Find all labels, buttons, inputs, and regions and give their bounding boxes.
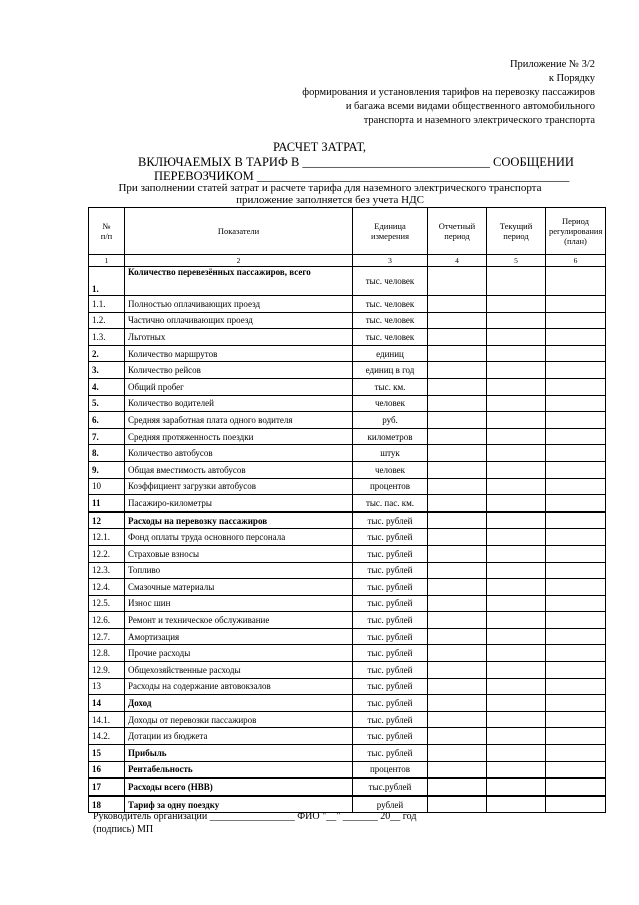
table-row [89, 445, 606, 462]
row-plan-value[interactable] [546, 778, 606, 796]
row-unit: человек [353, 461, 428, 478]
header-plan-label: Период регулирования (план) [549, 216, 603, 246]
row-current-value[interactable] [487, 778, 546, 796]
row-number: 5. [89, 395, 125, 412]
row-reported-value[interactable] [428, 595, 487, 612]
row-reported-value[interactable] [428, 662, 487, 679]
table-row [89, 345, 606, 362]
table-row [89, 745, 606, 762]
table-row [89, 412, 606, 429]
row-plan-value[interactable] [546, 796, 606, 813]
row-current-value[interactable] [487, 761, 546, 778]
row-reported-value[interactable] [428, 395, 487, 412]
row-plan-value[interactable] [546, 562, 606, 579]
row-reported-value[interactable] [428, 267, 487, 296]
row-unit: руб. [353, 412, 428, 429]
row-number: 18 [89, 796, 125, 813]
header-unit-label: Единица измерения [371, 221, 409, 241]
row-unit: тыс. рублей [353, 612, 428, 629]
row-reported-value[interactable] [428, 612, 487, 629]
table-row [89, 478, 606, 495]
row-current-value[interactable] [487, 362, 546, 379]
row-indicator: Количество рейсов [125, 362, 353, 379]
row-unit: тыс. рублей [353, 579, 428, 596]
header-indicator-label: Показатели [217, 226, 260, 236]
row-plan-value[interactable] [546, 529, 606, 546]
row-unit: тыс. рублей [353, 728, 428, 745]
row-indicator: Количество водителей [125, 395, 353, 412]
row-reported-value[interactable] [428, 428, 487, 445]
row-plan-value[interactable] [546, 745, 606, 762]
table-row [89, 395, 606, 412]
row-number: 11 [89, 495, 125, 512]
row-indicator: Коэффициент загрузки автобусов [125, 478, 353, 495]
row-plan-value[interactable] [546, 428, 606, 445]
col-number: 4 [428, 255, 487, 267]
row-current-value[interactable] [487, 796, 546, 813]
row-unit: тыс. рублей [353, 662, 428, 679]
row-plan-value[interactable] [546, 579, 606, 596]
row-number: 12.1. [89, 529, 125, 546]
table-row [89, 545, 606, 562]
row-reported-value[interactable] [428, 628, 487, 645]
table-row [89, 428, 606, 445]
header-num-label: № п/п [100, 221, 113, 241]
header-current-label: Текущий период [499, 221, 533, 241]
row-unit: человек [353, 395, 428, 412]
row-number: 1.3. [89, 329, 125, 346]
title-line-3: ПЕРЕВОЗЧИКОМ __________________________________________________ [154, 169, 570, 183]
header-reported [428, 208, 487, 255]
row-unit: тыс. пас. км. [353, 495, 428, 512]
row-indicator: Полностью оплачивающих проезд [125, 296, 353, 313]
row-current-value[interactable] [487, 445, 546, 462]
row-indicator: Льготных [125, 329, 353, 346]
row-current-value[interactable] [487, 628, 546, 645]
row-reported-value[interactable] [428, 478, 487, 495]
row-current-value[interactable] [487, 728, 546, 745]
row-unit: тыс. рублей [353, 678, 428, 695]
row-unit: тыс. рублей [353, 645, 428, 662]
appendix-line: транспорта и наземного электрического транспорта [363, 115, 595, 126]
row-unit: тыс. рублей [353, 545, 428, 562]
row-reported-value[interactable] [428, 579, 487, 596]
row-indicator: Ремонт и техническое обслуживание [125, 612, 353, 629]
row-current-value[interactable] [487, 529, 546, 546]
table-row [89, 612, 606, 629]
header-reported-label: Отчетный период [438, 221, 476, 241]
col-number: 6 [546, 255, 606, 267]
row-plan-value[interactable] [546, 395, 606, 412]
row-unit: единиц в год [353, 362, 428, 379]
row-unit: тыс. рублей [353, 745, 428, 762]
row-indicator: Количество перевезённых пассажиров, всего [125, 267, 353, 296]
col-number: 5 [487, 255, 546, 267]
row-number: 4. [89, 378, 125, 395]
row-indicator: Общехозяйственные расходы [125, 662, 353, 679]
row-reported-value[interactable] [428, 562, 487, 579]
appendix-line: Приложение № 3/2 [509, 59, 595, 70]
row-number: 12.7. [89, 628, 125, 645]
col-number: 1 [89, 255, 125, 267]
cost-calculation-table [88, 207, 606, 813]
row-reported-value[interactable] [428, 362, 487, 379]
row-plan-value[interactable] [546, 595, 606, 612]
row-unit: тыс. человек [353, 312, 428, 329]
row-reported-value[interactable] [428, 512, 487, 529]
row-unit: процентов [353, 761, 428, 778]
row-indicator: Количество автобусов [125, 445, 353, 462]
row-plan-value[interactable] [546, 445, 606, 462]
row-unit: единиц [353, 345, 428, 362]
row-plan-value[interactable] [546, 478, 606, 495]
header-plan [546, 208, 606, 255]
row-current-value[interactable] [487, 296, 546, 313]
table-header-row [89, 208, 606, 255]
row-plan-value[interactable] [546, 678, 606, 695]
row-current-value[interactable] [487, 745, 546, 762]
appendix-line: и багажа всеми видами общественного автомобильного [345, 101, 595, 112]
col-number: 3 [353, 255, 428, 267]
row-unit: тыс. рублей [353, 628, 428, 645]
row-indicator: Дотации из бюджета [125, 728, 353, 745]
row-number: 12.8. [89, 645, 125, 662]
row-current-value[interactable] [487, 662, 546, 679]
row-number: 12.6. [89, 612, 125, 629]
row-current-value[interactable] [487, 695, 546, 712]
row-current-value[interactable] [487, 478, 546, 495]
row-indicator: Доходы от перевозки пассажиров [125, 711, 353, 728]
row-indicator: Пасажиро-километры [125, 495, 353, 512]
row-reported-value[interactable] [428, 761, 487, 778]
row-number: 1.2. [89, 312, 125, 329]
row-plan-value[interactable] [546, 612, 606, 629]
row-reported-value[interactable] [428, 778, 487, 796]
row-reported-value[interactable] [428, 695, 487, 712]
row-unit: тыс. км. [353, 378, 428, 395]
note-line-1: При заполнении статей затрат и расчете тарифа для наземного электрического транспорта [118, 182, 542, 194]
row-indicator: Средняя заработная плата одного водителя [125, 412, 353, 429]
signature-caption: (подпись) МП [93, 824, 154, 835]
row-reported-value[interactable] [428, 461, 487, 478]
row-plan-value[interactable] [546, 345, 606, 362]
row-indicator: Общая вместимость автобусов [125, 461, 353, 478]
row-indicator: Износ шин [125, 595, 353, 612]
row-unit: тыс. рублей [353, 512, 428, 529]
row-plan-value[interactable] [546, 412, 606, 429]
row-reported-value[interactable] [428, 529, 487, 546]
row-current-value[interactable] [487, 267, 546, 296]
table-row [89, 711, 606, 728]
row-number: 15 [89, 745, 125, 762]
table-row [89, 628, 606, 645]
row-number: 2. [89, 345, 125, 362]
table-row [89, 362, 606, 379]
row-reported-value[interactable] [428, 345, 487, 362]
table-row [89, 678, 606, 695]
row-plan-value[interactable] [546, 761, 606, 778]
row-plan-value[interactable] [546, 628, 606, 645]
header-unit [353, 208, 428, 255]
row-current-value[interactable] [487, 678, 546, 695]
row-reported-value[interactable] [428, 796, 487, 813]
table-row [89, 529, 606, 546]
row-indicator: Частично оплачивающих проезд [125, 312, 353, 329]
row-reported-value[interactable] [428, 378, 487, 395]
row-number: 1. [89, 267, 125, 296]
row-number: 10 [89, 478, 125, 495]
row-number: 16 [89, 761, 125, 778]
row-reported-value[interactable] [428, 412, 487, 429]
title-line-2: ВКЛЮЧАЕМЫХ В ТАРИФ В ______________________________ СООБЩЕНИИ [138, 155, 574, 169]
row-indicator: Общий пробег [125, 378, 353, 395]
row-number: 1.1. [89, 296, 125, 313]
filling-note [80, 182, 580, 206]
row-number: 17 [89, 778, 125, 796]
row-number: 13 [89, 678, 125, 695]
row-reported-value[interactable] [428, 745, 487, 762]
row-number: 6. [89, 412, 125, 429]
table-row [89, 595, 606, 612]
row-number: 12.2. [89, 545, 125, 562]
row-indicator: Расходы на перевозку пассажиров [125, 512, 353, 529]
row-indicator: Рентабельность [125, 761, 353, 778]
row-reported-value[interactable] [428, 296, 487, 313]
row-unit: километров [353, 428, 428, 445]
row-current-value[interactable] [487, 329, 546, 346]
row-indicator: Количество маршрутов [125, 345, 353, 362]
row-plan-value[interactable] [546, 645, 606, 662]
row-unit: тыс. человек [353, 329, 428, 346]
row-unit: тыс. рублей [353, 711, 428, 728]
row-reported-value[interactable] [428, 678, 487, 695]
row-plan-value[interactable] [546, 512, 606, 529]
table-row [89, 512, 606, 529]
row-number: 12 [89, 512, 125, 529]
title-line-1: РАСЧЕТ ЗАТРАТ, [273, 140, 366, 154]
row-current-value[interactable] [487, 428, 546, 445]
row-plan-value[interactable] [546, 267, 606, 296]
table-row [89, 728, 606, 745]
row-unit: штук [353, 445, 428, 462]
row-plan-value[interactable] [546, 711, 606, 728]
row-number: 9. [89, 461, 125, 478]
row-reported-value[interactable] [428, 312, 487, 329]
table-row [89, 579, 606, 596]
row-plan-value[interactable] [546, 662, 606, 679]
signature-line: Руководитель организации _________________ ФИО "__" _______ 20__ год [93, 811, 417, 822]
row-current-value[interactable] [487, 711, 546, 728]
header-current [487, 208, 546, 255]
column-number-row [89, 255, 606, 267]
row-number: 7. [89, 428, 125, 445]
table-row [89, 267, 606, 296]
row-unit: тыс.рублей [353, 778, 428, 796]
table-row [89, 695, 606, 712]
table-row [89, 312, 606, 329]
row-unit: тыс. человек [353, 267, 428, 296]
row-plan-value[interactable] [546, 378, 606, 395]
row-number: 12.9. [89, 662, 125, 679]
row-indicator: Фонд оплаты труда основного персонала [125, 529, 353, 546]
row-unit: тыс. рублей [353, 595, 428, 612]
table-body [89, 267, 606, 813]
row-plan-value[interactable] [546, 495, 606, 512]
row-current-value[interactable] [487, 645, 546, 662]
row-current-value[interactable] [487, 545, 546, 562]
row-current-value[interactable] [487, 378, 546, 395]
row-plan-value[interactable] [546, 728, 606, 745]
row-plan-value[interactable] [546, 312, 606, 329]
table-row [89, 378, 606, 395]
row-current-value[interactable] [487, 579, 546, 596]
row-current-value[interactable] [487, 495, 546, 512]
signature-footer [93, 810, 416, 836]
row-unit: процентов [353, 478, 428, 495]
row-reported-value[interactable] [428, 445, 487, 462]
row-unit: рублей [353, 796, 428, 813]
row-indicator: Расходы на содержание автовокзалов [125, 678, 353, 695]
table-row [89, 645, 606, 662]
row-reported-value[interactable] [428, 711, 487, 728]
row-plan-value[interactable] [546, 545, 606, 562]
appendix-line: формирования и установления тарифов на перевозку пассажиров [302, 87, 595, 98]
row-unit: тыс. рублей [353, 695, 428, 712]
row-reported-value[interactable] [428, 645, 487, 662]
row-indicator: Расходы всего (НВВ) [125, 778, 353, 796]
row-current-value[interactable] [487, 345, 546, 362]
table-row [89, 562, 606, 579]
row-current-value[interactable] [487, 312, 546, 329]
note-line-2: приложение заполняется без учета НДС [236, 194, 424, 206]
row-reported-value[interactable] [428, 495, 487, 512]
row-number: 14.1. [89, 711, 125, 728]
row-indicator: Страховые взносы [125, 545, 353, 562]
row-reported-value[interactable] [428, 728, 487, 745]
row-indicator: Смазочные материалы [125, 579, 353, 596]
row-unit: тыс. человек [353, 296, 428, 313]
row-number: 14.2. [89, 728, 125, 745]
table-row [89, 495, 606, 512]
row-current-value[interactable] [487, 512, 546, 529]
col-number: 2 [125, 255, 353, 267]
row-indicator: Топливо [125, 562, 353, 579]
row-indicator: Тариф за одну поездку [125, 796, 353, 813]
row-reported-value[interactable] [428, 545, 487, 562]
row-indicator: Средняя протяженность поездки [125, 428, 353, 445]
table-row [89, 296, 606, 313]
row-indicator: Прочие расходы [125, 645, 353, 662]
row-unit: тыс. рублей [353, 562, 428, 579]
document-title [0, 140, 639, 154]
row-plan-value[interactable] [546, 329, 606, 346]
table-row [89, 662, 606, 679]
row-current-value[interactable] [487, 595, 546, 612]
row-current-value[interactable] [487, 461, 546, 478]
row-number: 12.5. [89, 595, 125, 612]
row-plan-value[interactable] [546, 296, 606, 313]
row-indicator: Амортизация [125, 628, 353, 645]
row-plan-value[interactable] [546, 695, 606, 712]
table-row [89, 778, 606, 796]
appendix-header [200, 58, 595, 128]
header-indicator [125, 208, 353, 255]
row-current-value[interactable] [487, 395, 546, 412]
row-indicator: Доход [125, 695, 353, 712]
header-num [89, 208, 125, 255]
row-number: 14 [89, 695, 125, 712]
row-plan-value[interactable] [546, 461, 606, 478]
row-unit: тыс. рублей [353, 529, 428, 546]
row-current-value[interactable] [487, 562, 546, 579]
row-reported-value[interactable] [428, 329, 487, 346]
row-number: 12.4. [89, 579, 125, 596]
row-indicator: Прибыль [125, 745, 353, 762]
row-number: 8. [89, 445, 125, 462]
table-row [89, 761, 606, 778]
row-current-value[interactable] [487, 412, 546, 429]
table-row [89, 329, 606, 346]
row-plan-value[interactable] [546, 362, 606, 379]
table-row [89, 461, 606, 478]
row-current-value[interactable] [487, 612, 546, 629]
row-number: 12.3. [89, 562, 125, 579]
appendix-line: к Порядку [548, 73, 595, 84]
row-number: 3. [89, 362, 125, 379]
